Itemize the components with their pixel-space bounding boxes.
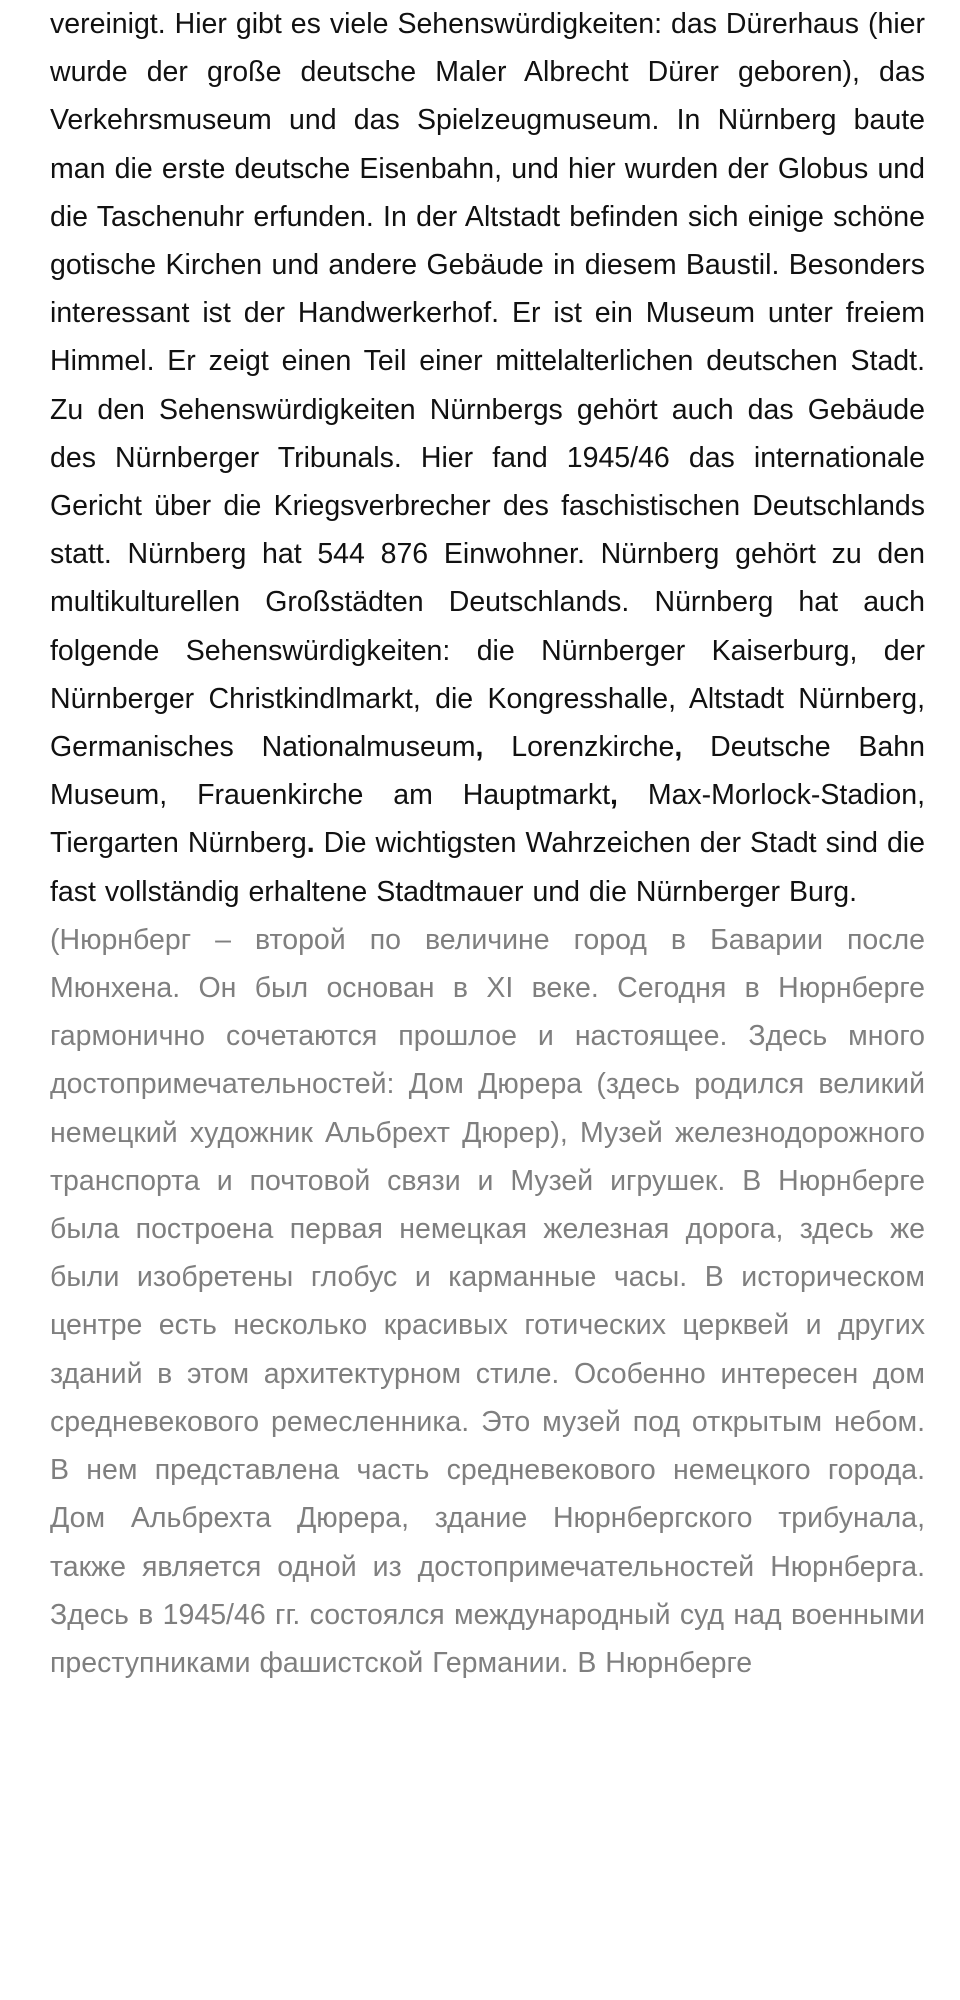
bold-comma-1: ,	[475, 731, 484, 764]
german-text-1: vereinigt. Hier gibt es viele Sehenswürdigkeiten: das Dürerhaus (hier wurde der große deutsche Maler Albrecht Dürer geboren), das Verkehrsmuseum und das Spielzeugmuseum. In Nürnberg baute man die erste deutsche Eisenbahn, und hier wurden der Globus und die Taschenuhr erfunden. In der Altstadt befinden sich einige schöne gotische Kirchen und andere Gebäude in diesem Baustil. Besonders interessant ist der Handwerkerhof. Er ist ein Museum unter freiem Himmel. Er zeigt einen Teil einer mittelalterlichen deutschen Stadt. Zu den Sehenswürdigkeiten Nürnbergs gehört auch das Gebäude des Nürnberger Tribunals. Hier fand 1945/46 das internationale Gericht über die Kriegsverbrecher des faschistischen Deutschlands statt. Nürnberg hat 544 876 Einwohner. Nürnberg gehört zu den multikulturellen Großstädten Deutschlands. Nürnberg hat auch folgende Sehenswürdigkeiten: die Nürnberger Kaiserburg, der Nürnberger Christkindlmarkt, die Kongresshalle, Altstadt Nürnberg, Germanisches Nationalmuseum	[50, 8, 925, 764]
german-text-4: Max-Morlock-Stadion, Tiergarten Nürnberg	[50, 779, 925, 860]
german-text-2: Lorenzkirche	[483, 731, 675, 764]
russian-translation-paragraph: (Нюрнберг – второй по величине город в Баварии после Мюнхена. Он был основан в XI веке. Сегодня в Нюрнберге гармонично сочетаются прошлое и настоящее. Здесь много достопримечательностей: Дом Дюрера (здесь родился великий немецкий художник Альбрехт Дюрер), Музей железнодорожного транспорта и почтовой связи и Музей игрушек. В Нюрнберге была построена первая немецкая железная дорога, здесь же были изобретены глобус и карманные часы. В историческом центре есть несколько красивых готических церквей и других зданий в этом архитектурном стиле. Особенно интересен дом средневекового ремесленника. Это музей под открытым небом. В нем представлена часть средневекового немецкого города. Дом Альбрехта Дюрера, здание Нюрнбергского трибунала, также является одной из достопримечательностей Нюрнберга. Здесь в 1945/46 гг. состоялся международный суд над военными преступниками фашистской Германии. В Нюрнберге	[50, 923, 925, 1679]
german-text-3: Deutsche Bahn Museum, Frauenkirche am Hauptmarkt	[50, 731, 925, 812]
bold-comma-2: ,	[674, 731, 683, 764]
bold-comma-3: ,	[610, 779, 618, 812]
german-paragraph	[50, 0, 925, 916]
bold-period: .	[306, 827, 315, 860]
german-text-5: Die wichtigsten Wahrzeichen der Stadt sind die fast vollständig erhaltene Stadtmauer und die Nürnberger Burg.	[50, 827, 925, 908]
